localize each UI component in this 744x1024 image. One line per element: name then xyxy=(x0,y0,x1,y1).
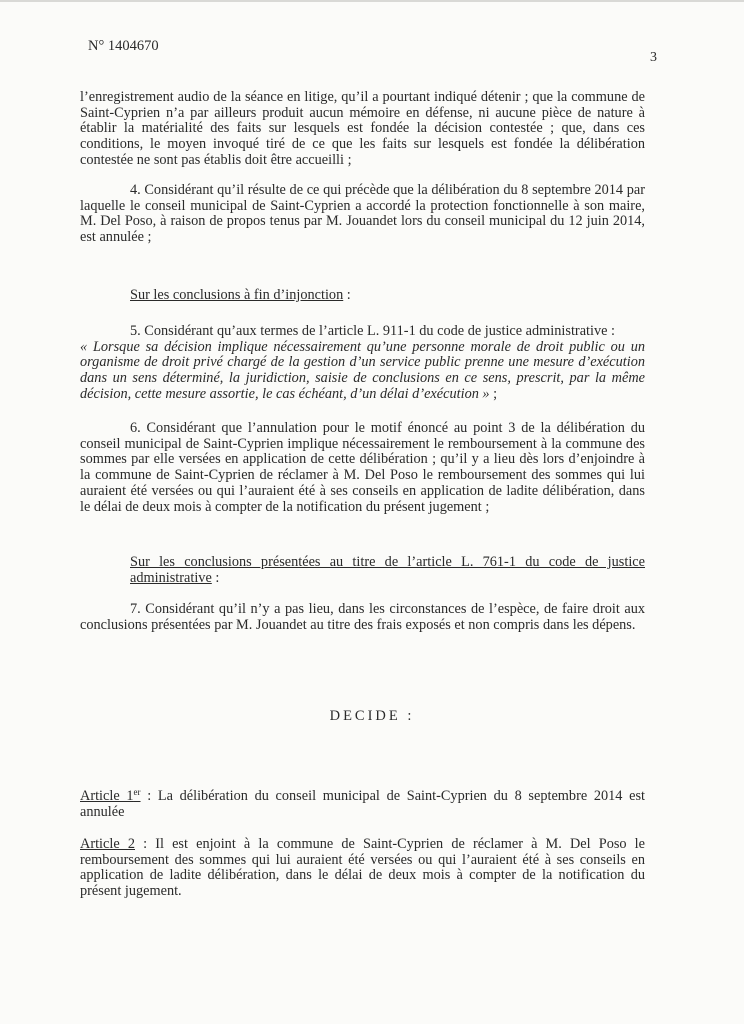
heading-injonction-text: Sur les conclusions à fin d’injonction xyxy=(130,287,344,303)
heading-l761-colon: : xyxy=(211,569,220,586)
article-2-label: Article 2 xyxy=(80,836,135,852)
heading-l761-text: Sur les conclusions présentées au titre de l’article L. 761-1 du code de justice administrative xyxy=(130,554,645,586)
heading-l761 xyxy=(80,555,645,586)
heading-injonction xyxy=(80,288,645,304)
page-number: 3 xyxy=(650,50,657,65)
paragraph-5-intro: 5. Considérant qu’aux termes de l’article L. 911-1 du code de justice administrative : xyxy=(130,323,616,339)
article-2 xyxy=(80,837,645,900)
page-top-edge xyxy=(0,0,744,2)
paragraph-5-quote: « Lorsque sa décision implique nécessairement qu’une personne morale de droit public ou un organisme de droit privé chargé de la gestion d’un service public prenne une mesure d’exécution dans un sens déterminé, la juridiction, saisie de conclusions en ce sens, prescrit, par la même décision, cette mesure assortie, le cas échéant, d’un délai d’exécution » xyxy=(80,338,645,402)
document-number: N° 1404670 xyxy=(88,38,159,54)
paragraph-5-quote-line xyxy=(80,340,645,403)
article-1-label-text: Article 1 xyxy=(80,788,134,804)
paragraph-continuation: l’enregistrement audio de la séance en litige, qu’il a pourtant indiqué détenir ; que la commune de Saint-Cyprien n’a par ailleurs produit aucun mémoire en défense, ni aucune pièce de nature à établir la matérialité des faits sur lesquels est fondée la décision contestée ; que, dans ces conditions, le moyen invoqué tiré de ce que les faits sur lesquels est fondée la délibération contestée ne sont pas établis doit être accueilli ; xyxy=(80,89,645,168)
article-1-text: : La délibération du conseil municipal de Saint-Cyprien du 8 septembre 2014 est annulée xyxy=(80,788,646,820)
paragraph-4: 4. Considérant qu’il résulte de ce qui précède que la délibération du 8 septembre 2014 par laquelle le conseil municipal de Saint-Cyprien a accordé la protection fonctionnelle à son maire, M. Del Poso, à raison de propos tenus par M. Jouandet lors du conseil municipal du 12 juin 2014, est annulée ; xyxy=(80,182,645,246)
paragraph-6: 6. Considérant que l’annulation pour le motif énoncé au point 3 de la délibération du conseil municipal de Saint-Cyprien implique nécessairement le remboursement à la commune des sommes par elle versées en application de cette délibération ; qu’il y a lieu dès lors d’enjoindre à la commune de Saint-Cyprien de réclamer à M. Del Poso le remboursement des sommes qui lui auraient été versées ou qui l’auraient été à ses conseils en application de ladite délibération, dans le délai de deux mois à compter de la notification du présent jugement ; xyxy=(80,420,645,515)
paragraph-5-quote-end: ; xyxy=(489,385,498,402)
paragraph-5 xyxy=(80,324,645,403)
article-1-superscript: er xyxy=(133,787,141,797)
article-2-text: : Il est enjoint à la commune de Saint-Cyprien de réclamer à M. Del Poso le remboursement des sommes qui lui auraient été versées ou qui l’auraient été à ses conseils en application de ladite délibération, dans le délai de deux mois à compter de la notification du présent jugement. xyxy=(80,836,646,900)
paragraph-7: 7. Considérant qu’il n’y a pas lieu, dans les circonstances de l’espèce, de faire droit aux conclusions présentées par M. Jouandet au titre des frais exposés et non compris dans les dépens. xyxy=(80,601,645,633)
decision-heading: DECIDE : xyxy=(329,708,415,724)
article-1 xyxy=(80,789,645,820)
article-1-label xyxy=(80,788,141,804)
heading-injonction-colon: : xyxy=(343,287,351,303)
